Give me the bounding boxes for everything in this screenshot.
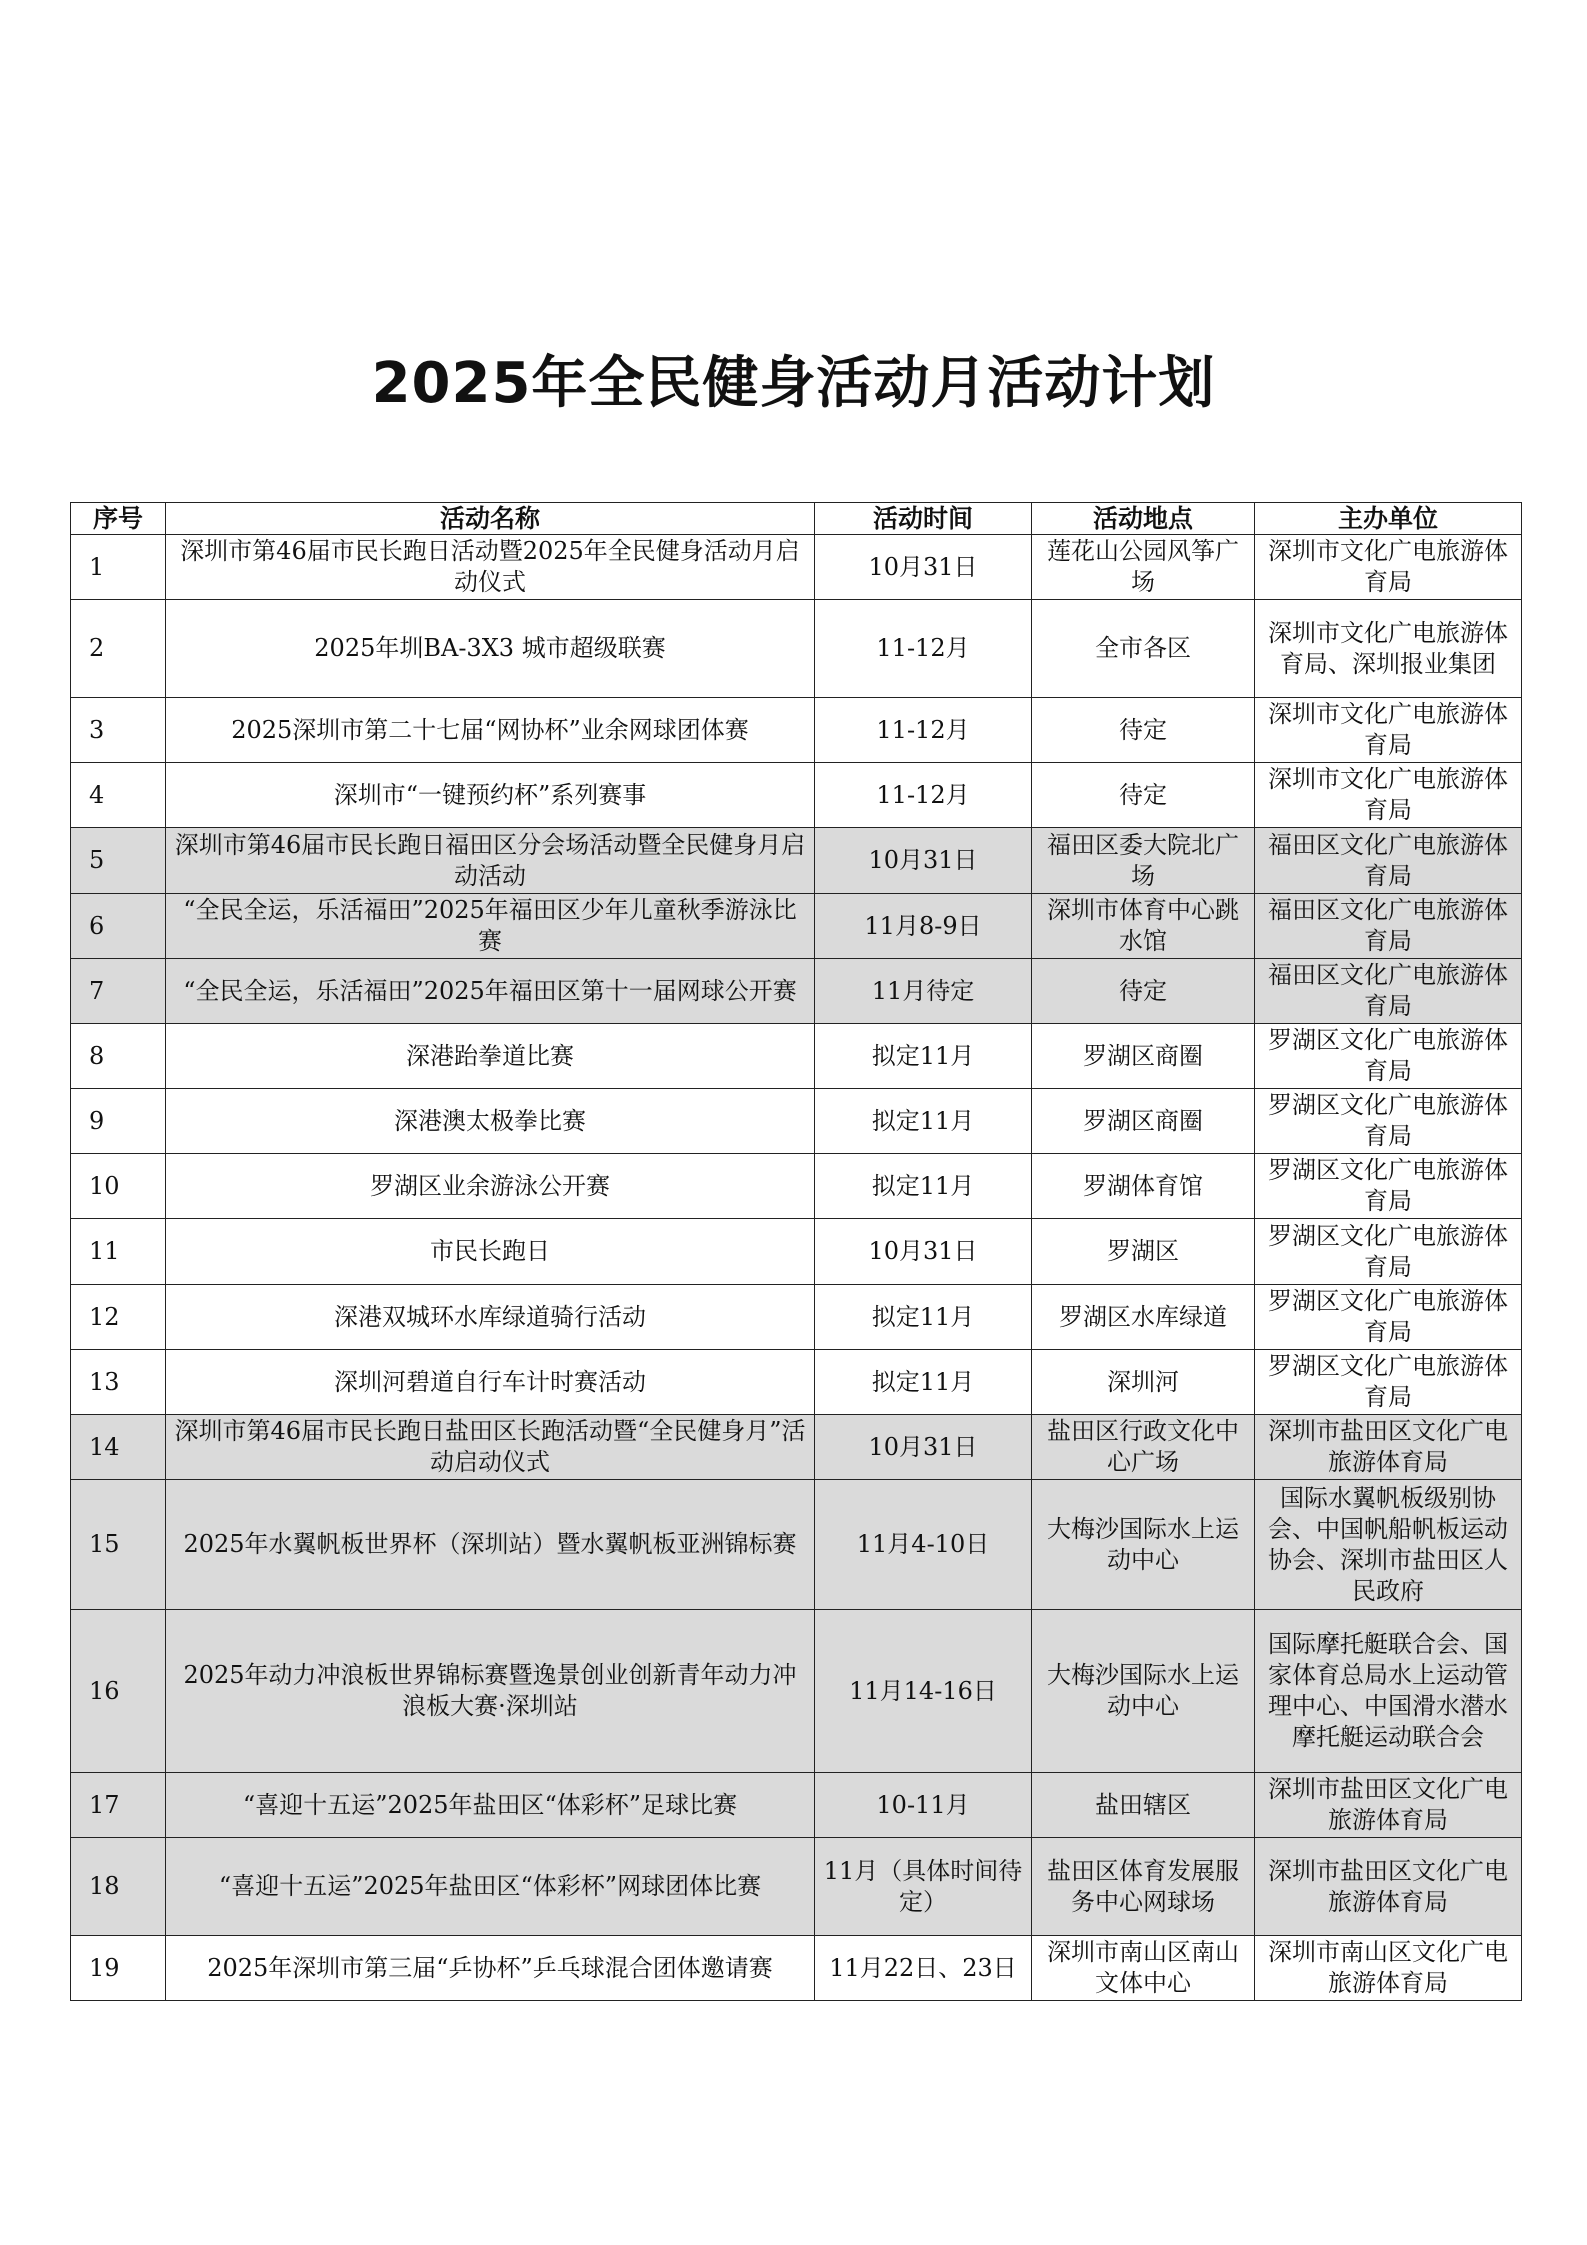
- table-row: [71, 763, 1522, 828]
- table-row: [71, 1838, 1522, 1936]
- cell-seq: 6: [71, 894, 166, 959]
- cell-host: 罗湖区文化广电旅游体育局: [1255, 1285, 1522, 1350]
- table-row: [71, 600, 1522, 698]
- cell-host: 深圳市盐田区文化广电旅游体育局: [1255, 1415, 1522, 1480]
- cell-name: “喜迎十五运”2025年盐田区“体彩杯”网球团体比赛: [166, 1838, 815, 1936]
- cell-time: 10月31日: [815, 1219, 1032, 1285]
- cell-host: 福田区文化广电旅游体育局: [1255, 894, 1522, 959]
- cell-host: 深圳市南山区文化广电旅游体育局: [1255, 1936, 1522, 2001]
- cell-time: 10-11月: [815, 1773, 1032, 1838]
- cell-host: 国际摩托艇联合会、国家体育总局水上运动管理中心、中国滑水潜水摩托艇运动联合会: [1255, 1610, 1522, 1773]
- cell-time: 拟定11月: [815, 1154, 1032, 1219]
- cell-name: 深圳市第46届市民长跑日盐田区长跑活动暨“全民健身月”活动启动仪式: [166, 1415, 815, 1480]
- cell-place: 深圳市体育中心跳水馆: [1032, 894, 1255, 959]
- cell-seq: 13: [71, 1350, 166, 1415]
- cell-place: 待定: [1032, 959, 1255, 1024]
- cell-seq: 12: [71, 1285, 166, 1350]
- cell-name: 深圳市第46届市民长跑日活动暨2025年全民健身活动月启动仪式: [166, 535, 815, 600]
- cell-host: 罗湖区文化广电旅游体育局: [1255, 1350, 1522, 1415]
- cell-host: 罗湖区文化广电旅游体育局: [1255, 1024, 1522, 1089]
- cell-seq: 9: [71, 1089, 166, 1154]
- cell-host: 深圳市盐田区文化广电旅游体育局: [1255, 1838, 1522, 1936]
- cell-name: 深圳市“一键预约杯”系列赛事: [166, 763, 815, 828]
- cell-time: 10月31日: [815, 828, 1032, 894]
- cell-name: 深港跆拳道比赛: [166, 1024, 815, 1089]
- cell-place: 待定: [1032, 763, 1255, 828]
- cell-seq: 11: [71, 1219, 166, 1285]
- cell-time: 11月22日、23日: [815, 1936, 1032, 2001]
- cell-host: 深圳市文化广电旅游体育局: [1255, 763, 1522, 828]
- header-time: 活动时间: [815, 503, 1032, 535]
- header-name: 活动名称: [166, 503, 815, 535]
- cell-name: 2025年水翼帆板世界杯（深圳站）暨水翼帆板亚洲锦标赛: [166, 1480, 815, 1610]
- cell-place: 罗湖区: [1032, 1219, 1255, 1285]
- cell-seq: 3: [71, 698, 166, 763]
- cell-place: 福田区委大院北广场: [1032, 828, 1255, 894]
- cell-time: 11月（具体时间待定）: [815, 1838, 1032, 1936]
- cell-name: 深圳河碧道自行车计时赛活动: [166, 1350, 815, 1415]
- table-header-row: [71, 503, 1522, 535]
- cell-seq: 15: [71, 1480, 166, 1610]
- header-place: 活动地点: [1032, 503, 1255, 535]
- cell-seq: 16: [71, 1610, 166, 1773]
- table-row: [71, 959, 1522, 1024]
- cell-seq: 14: [71, 1415, 166, 1480]
- cell-host: 罗湖区文化广电旅游体育局: [1255, 1219, 1522, 1285]
- cell-seq: 18: [71, 1838, 166, 1936]
- table-row: [71, 1773, 1522, 1838]
- cell-time: 拟定11月: [815, 1089, 1032, 1154]
- table-row: [71, 535, 1522, 600]
- cell-seq: 8: [71, 1024, 166, 1089]
- cell-name: 2025年深圳市第三届“乒协杯”乒乓球混合团体邀请赛: [166, 1936, 815, 2001]
- cell-place: 罗湖区水库绿道: [1032, 1285, 1255, 1350]
- cell-place: 盐田区体育发展服务中心网球场: [1032, 1838, 1255, 1936]
- cell-time: 10月31日: [815, 535, 1032, 600]
- cell-time: 11-12月: [815, 698, 1032, 763]
- table-row: [71, 1024, 1522, 1089]
- activity-plan-table: [70, 502, 1522, 2001]
- cell-place: 深圳河: [1032, 1350, 1255, 1415]
- cell-seq: 4: [71, 763, 166, 828]
- cell-name: 2025年圳BA-3X3 城市超级联赛: [166, 600, 815, 698]
- cell-seq: 2: [71, 600, 166, 698]
- cell-time: 11月待定: [815, 959, 1032, 1024]
- page-title: 2025年全民健身活动月活动计划: [371, 351, 1216, 416]
- cell-place: 罗湖体育馆: [1032, 1154, 1255, 1219]
- cell-name: 深港澳太极拳比赛: [166, 1089, 815, 1154]
- cell-time: 11-12月: [815, 763, 1032, 828]
- cell-place: 盐田辖区: [1032, 1773, 1255, 1838]
- cell-place: 大梅沙国际水上运动中心: [1032, 1480, 1255, 1610]
- table-row: [71, 1219, 1522, 1285]
- cell-time: 拟定11月: [815, 1024, 1032, 1089]
- cell-place: 大梅沙国际水上运动中心: [1032, 1610, 1255, 1773]
- cell-host: 深圳市文化广电旅游体育局: [1255, 535, 1522, 600]
- cell-place: 待定: [1032, 698, 1255, 763]
- cell-time: 11月4-10日: [815, 1480, 1032, 1610]
- table-row: [71, 1936, 1522, 2001]
- cell-name: 2025年动力冲浪板世界锦标赛暨逸景创业创新青年动力冲浪板大赛·深圳站: [166, 1610, 815, 1773]
- cell-host: 福田区文化广电旅游体育局: [1255, 959, 1522, 1024]
- cell-time: 11-12月: [815, 600, 1032, 698]
- header-host: 主办单位: [1255, 503, 1522, 535]
- cell-place: 莲花山公园风筝广场: [1032, 535, 1255, 600]
- cell-seq: 19: [71, 1936, 166, 2001]
- table-row: [71, 894, 1522, 959]
- table-row: [71, 828, 1522, 894]
- cell-time: 拟定11月: [815, 1350, 1032, 1415]
- cell-host: 罗湖区文化广电旅游体育局: [1255, 1089, 1522, 1154]
- cell-seq: 10: [71, 1154, 166, 1219]
- table-row: [71, 1154, 1522, 1219]
- table-row: [71, 1350, 1522, 1415]
- cell-time: 11月14-16日: [815, 1610, 1032, 1773]
- cell-place: 深圳市南山区南山文体中心: [1032, 1936, 1255, 2001]
- cell-name: 深港双城环水库绿道骑行活动: [166, 1285, 815, 1350]
- table-row: [71, 1415, 1522, 1480]
- cell-host: 深圳市盐田区文化广电旅游体育局: [1255, 1773, 1522, 1838]
- cell-place: 罗湖区商圈: [1032, 1024, 1255, 1089]
- cell-host: 罗湖区文化广电旅游体育局: [1255, 1154, 1522, 1219]
- cell-seq: 17: [71, 1773, 166, 1838]
- cell-name: “全民全运，乐活福田”2025年福田区少年儿童秋季游泳比赛: [166, 894, 815, 959]
- cell-time: 拟定11月: [815, 1285, 1032, 1350]
- cell-host: 国际水翼帆板级别协会、中国帆船帆板运动协会、深圳市盐田区人民政府: [1255, 1480, 1522, 1610]
- table-row: [71, 1089, 1522, 1154]
- cell-name: 罗湖区业余游泳公开赛: [166, 1154, 815, 1219]
- cell-name: 市民长跑日: [166, 1219, 815, 1285]
- cell-name: “喜迎十五运”2025年盐田区“体彩杯”足球比赛: [166, 1773, 815, 1838]
- cell-seq: 7: [71, 959, 166, 1024]
- cell-seq: 5: [71, 828, 166, 894]
- cell-name: 深圳市第46届市民长跑日福田区分会场活动暨全民健身月启动活动: [166, 828, 815, 894]
- cell-name: 2025深圳市第二十七届“网协杯”业余网球团体赛: [166, 698, 815, 763]
- cell-time: 10月31日: [815, 1415, 1032, 1480]
- table-row: [71, 1480, 1522, 1610]
- cell-host: 深圳市文化广电旅游体育局: [1255, 698, 1522, 763]
- table-row: [71, 1285, 1522, 1350]
- cell-time: 11月8-9日: [815, 894, 1032, 959]
- table-row: [71, 698, 1522, 763]
- header-seq: 序号: [71, 503, 166, 535]
- cell-host: 深圳市文化广电旅游体育局、深圳报业集团: [1255, 600, 1522, 698]
- cell-host: 福田区文化广电旅游体育局: [1255, 828, 1522, 894]
- table-row: [71, 1610, 1522, 1773]
- cell-place: 全市各区: [1032, 600, 1255, 698]
- cell-place: 盐田区行政文化中心广场: [1032, 1415, 1255, 1480]
- cell-name: “全民全运，乐活福田”2025年福田区第十一届网球公开赛: [166, 959, 815, 1024]
- cell-seq: 1: [71, 535, 166, 600]
- cell-place: 罗湖区商圈: [1032, 1089, 1255, 1154]
